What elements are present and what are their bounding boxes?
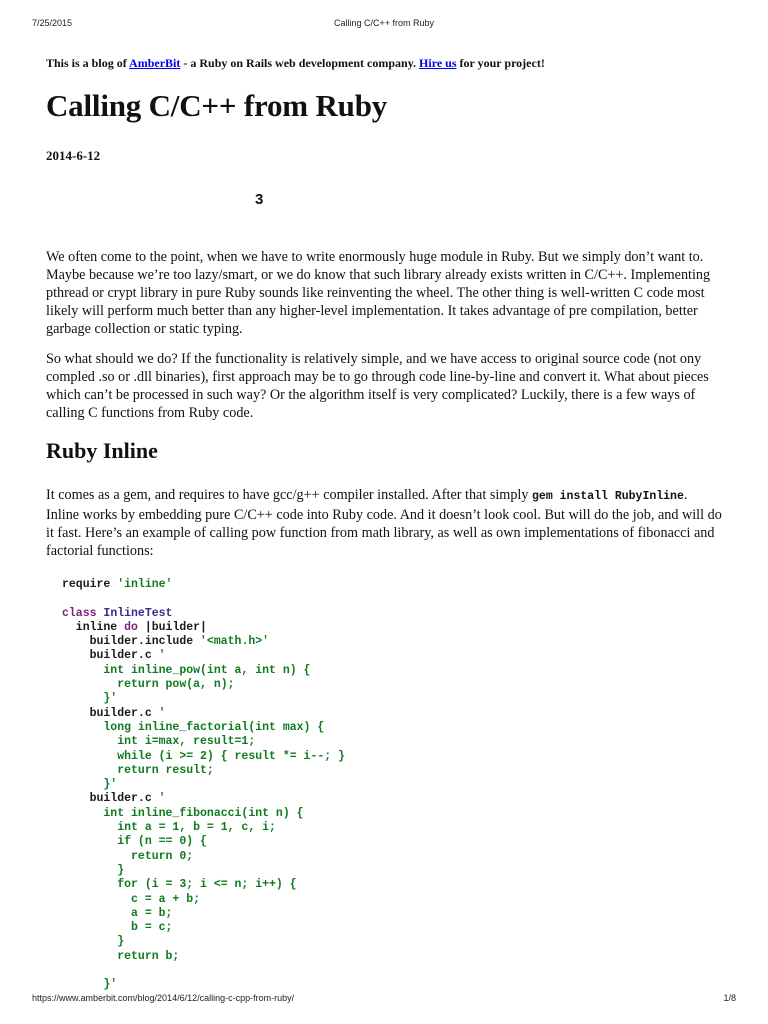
code-line bbox=[62, 921, 172, 934]
blog-notice bbox=[46, 56, 726, 71]
code-line bbox=[62, 778, 117, 791]
code-line bbox=[62, 893, 200, 906]
code-line bbox=[62, 864, 124, 877]
code-line bbox=[62, 835, 207, 848]
code-token: builder.c bbox=[62, 649, 159, 663]
code-line bbox=[62, 850, 193, 863]
code-token: } bbox=[62, 935, 125, 949]
code-token: return result; bbox=[62, 763, 214, 777]
code-line bbox=[62, 935, 124, 948]
code-line bbox=[62, 664, 310, 677]
print-header bbox=[0, 18, 768, 34]
code-line bbox=[62, 950, 179, 963]
print-date: 7/25/2015 bbox=[32, 18, 73, 28]
code-line bbox=[62, 607, 172, 620]
code-token: a = b; bbox=[62, 906, 173, 920]
code-token: inline bbox=[62, 620, 125, 634]
print-footer bbox=[0, 993, 768, 1009]
code-token: for (i = 3; i <= n; i++) { bbox=[62, 878, 297, 892]
code-token: '<math.h>' bbox=[200, 635, 270, 649]
print-title: Calling C/C++ from Ruby bbox=[333, 18, 435, 28]
code-line bbox=[62, 721, 324, 734]
code-token: InlineTest bbox=[103, 606, 173, 620]
code-token: return b; bbox=[62, 949, 180, 963]
code-token: builder.c bbox=[62, 792, 159, 806]
code-token: int a = 1, b = 1, c, i; bbox=[62, 821, 276, 835]
code-token: } bbox=[62, 863, 125, 877]
code-token: ' bbox=[158, 649, 166, 663]
code-token: builder.include bbox=[62, 635, 201, 649]
intro-paragraph: We often come to the point, when we have to write enormously huge module in Ruby. But we simply don’t want to. Maybe because we’re too lazy/smart, or we do know that such library already exists written in C/C++. Implementing pthread or crypt library in pure Ruby sounds like reinventing the wheel. The other thing is well-written C code most likely will perform much better than any higher-level implementation. It takes advantage of pre compilation, better garbage collection or static typing. bbox=[46, 249, 711, 337]
print-url: https://www.amberbit.com/blog/2014/6/12/calling-c-cpp-from-ruby/ bbox=[32, 993, 295, 1003]
code-token: ' bbox=[158, 706, 166, 720]
share-count: 3 bbox=[255, 191, 264, 208]
code-line bbox=[62, 649, 166, 662]
code-line bbox=[62, 750, 345, 763]
gem-install-code: gem install RubyInline bbox=[532, 490, 684, 503]
section-heading-ruby-inline: Ruby Inline bbox=[46, 438, 158, 463]
ruby-inline-paragraph bbox=[46, 486, 722, 560]
code-line bbox=[62, 821, 276, 834]
post-date: 2014-6-12 bbox=[46, 148, 101, 163]
print-page-number: 1/8 bbox=[723, 993, 736, 1003]
code-line bbox=[62, 792, 166, 805]
blog-notice-suffix: for your project! bbox=[456, 56, 545, 70]
code-line bbox=[62, 978, 117, 991]
code-line bbox=[62, 907, 172, 920]
code-line bbox=[62, 621, 207, 634]
code-token: ' bbox=[158, 792, 166, 806]
code-token: do bbox=[124, 620, 145, 634]
page-title: Calling C/C++ from Ruby bbox=[46, 88, 388, 123]
code-token: 'inline' bbox=[117, 578, 173, 591]
code-line bbox=[62, 635, 269, 648]
code-token: require bbox=[62, 578, 118, 591]
code-token: }' bbox=[62, 978, 118, 992]
question-paragraph: So what should we do? If the functionality is relatively simple, and we have access to original source code (not ony compled .so or .dll binaries), first approach may be to go through code line-by-line and convert it. What about pieces which can’t be processed in such way? Or the algorithm itself is very complicated? Luckily, there is a few ways of calling C functions from Ruby code. bbox=[46, 351, 709, 421]
amberbit-link[interactable]: AmberBit bbox=[129, 56, 181, 70]
blog-notice-middle: - a Ruby on Rails web development company. bbox=[180, 56, 420, 70]
ruby-inline-text-2: . Inline works by embedding pure C/C++ code into Ruby code. And it doesn’t look cool. But will do the job, and will do it fast. Here’s an example of calling pow function from math library, as well as own implementations of fibonacci and factorial functions: bbox=[46, 487, 722, 559]
code-line bbox=[62, 807, 304, 820]
code-token: if (n == 0) { bbox=[62, 835, 207, 849]
code-line bbox=[62, 707, 166, 720]
code-token: return pow(a, n); bbox=[62, 678, 235, 692]
code-token: class bbox=[62, 606, 104, 620]
hire-us-link[interactable]: Hire us bbox=[419, 56, 457, 70]
code-token: long inline_factorial(int max) { bbox=[62, 720, 325, 734]
code-line bbox=[62, 878, 297, 891]
code-line bbox=[62, 692, 117, 705]
code-token: while (i >= 2) { result *= i--; } bbox=[62, 749, 345, 763]
code-token: int inline_fibonacci(int n) { bbox=[62, 806, 304, 820]
code-token: builder.c bbox=[62, 706, 159, 720]
code-token: return 0; bbox=[62, 849, 194, 863]
code-line bbox=[62, 735, 255, 748]
code-token: }' bbox=[62, 692, 118, 706]
blog-notice-prefix: This is a blog of bbox=[46, 56, 130, 70]
code-token: c = a + b; bbox=[62, 892, 201, 906]
code-block bbox=[62, 578, 345, 993]
code-token: b = c; bbox=[62, 921, 173, 935]
code-token: |builder| bbox=[144, 620, 207, 634]
code-token: int inline_pow(int a, int n) { bbox=[62, 663, 311, 677]
code-line bbox=[62, 678, 235, 691]
code-token: }' bbox=[62, 778, 118, 792]
ruby-inline-text-1: It comes as a gem, and requires to have gcc/g++ compiler installed. After that simply bbox=[46, 487, 533, 503]
code-line bbox=[62, 578, 172, 591]
code-line bbox=[62, 764, 214, 777]
code-token: int i=max, result=1; bbox=[62, 735, 256, 749]
